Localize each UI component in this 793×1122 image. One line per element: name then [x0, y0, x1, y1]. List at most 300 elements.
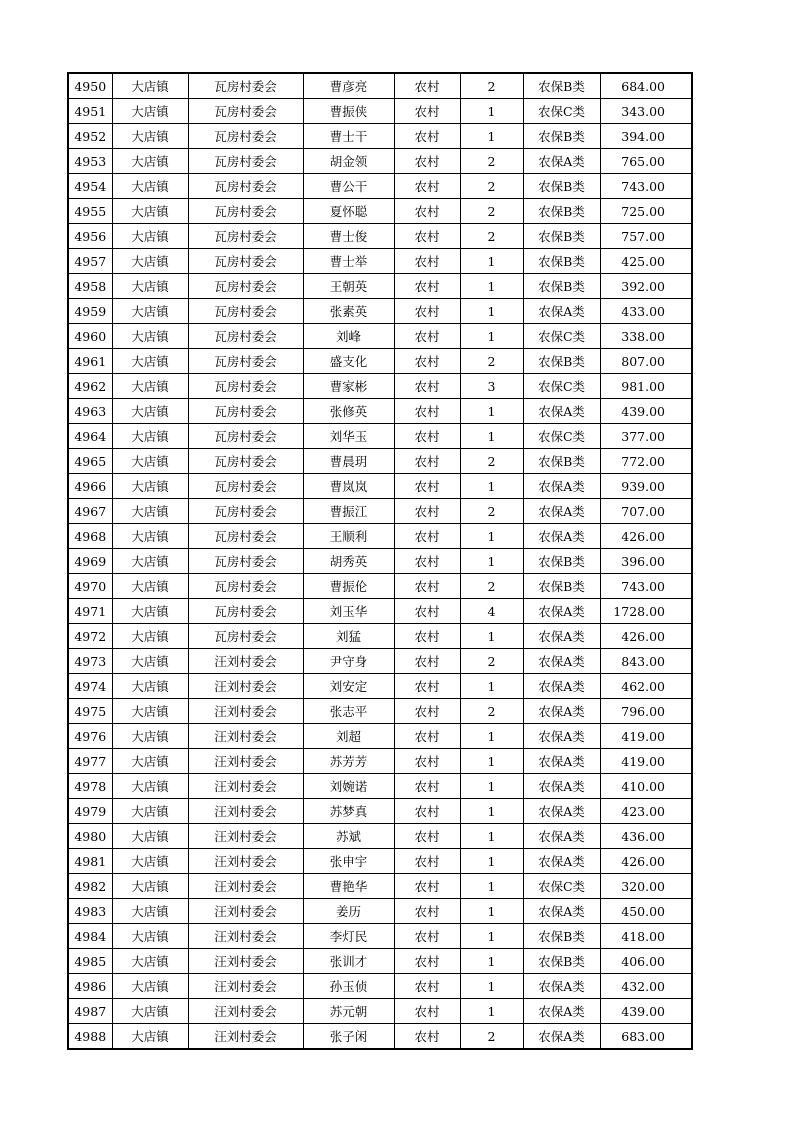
- cell-insurance-class: 农保B类: [523, 574, 600, 599]
- cell-insurance-class: 农保B类: [523, 224, 600, 249]
- cell-town: 大店镇: [112, 224, 188, 249]
- cell-row-number: 4960: [68, 324, 112, 349]
- cell-insurance-class: 农保A类: [523, 149, 600, 174]
- cell-insurance-class: 农保A类: [523, 674, 600, 699]
- cell-name: 尹守身: [303, 649, 394, 674]
- cell-household-size: 1: [460, 474, 523, 499]
- table-row: [68, 924, 692, 949]
- cell-name: 刘猛: [303, 624, 394, 649]
- cell-insurance-class: 农保C类: [523, 874, 600, 899]
- cell-amount: 684.00: [600, 73, 692, 99]
- cell-town: 大店镇: [112, 424, 188, 449]
- table-row: [68, 474, 692, 499]
- cell-name: 张子闲: [303, 1024, 394, 1050]
- cell-village: 瓦房村委会: [188, 99, 303, 124]
- cell-amount: 450.00: [600, 899, 692, 924]
- cell-row-number: 4973: [68, 649, 112, 674]
- cell-village: 瓦房村委会: [188, 624, 303, 649]
- cell-village: 瓦房村委会: [188, 499, 303, 524]
- cell-town: 大店镇: [112, 149, 188, 174]
- cell-name: 张申宇: [303, 849, 394, 874]
- cell-amount: 338.00: [600, 324, 692, 349]
- cell-amount: 418.00: [600, 924, 692, 949]
- cell-town: 大店镇: [112, 249, 188, 274]
- cell-town: 大店镇: [112, 449, 188, 474]
- cell-name: 张修英: [303, 399, 394, 424]
- cell-category: 农村: [394, 73, 460, 99]
- table-row: [68, 699, 692, 724]
- cell-category: 农村: [394, 1024, 460, 1050]
- table-row: [68, 274, 692, 299]
- cell-village: 汪刘村委会: [188, 999, 303, 1024]
- cell-village: 汪刘村委会: [188, 949, 303, 974]
- cell-household-size: 2: [460, 149, 523, 174]
- cell-name: 张志平: [303, 699, 394, 724]
- cell-name: 李灯民: [303, 924, 394, 949]
- cell-name: 曹艳华: [303, 874, 394, 899]
- cell-amount: 343.00: [600, 99, 692, 124]
- table-row: [68, 824, 692, 849]
- cell-village: 汪刘村委会: [188, 774, 303, 799]
- cell-household-size: 1: [460, 674, 523, 699]
- cell-household-size: 3: [460, 374, 523, 399]
- table-row: [68, 99, 692, 124]
- cell-amount: 425.00: [600, 249, 692, 274]
- cell-row-number: 4952: [68, 124, 112, 149]
- cell-amount: 462.00: [600, 674, 692, 699]
- table-row: [68, 999, 692, 1024]
- cell-insurance-class: 农保A类: [523, 499, 600, 524]
- cell-amount: 426.00: [600, 524, 692, 549]
- cell-amount: 394.00: [600, 124, 692, 149]
- cell-row-number: 4975: [68, 699, 112, 724]
- cell-name: 曹晨玥: [303, 449, 394, 474]
- cell-village: 瓦房村委会: [188, 349, 303, 374]
- cell-category: 农村: [394, 199, 460, 224]
- cell-amount: 439.00: [600, 999, 692, 1024]
- cell-insurance-class: 农保A类: [523, 824, 600, 849]
- cell-household-size: 1: [460, 324, 523, 349]
- cell-name: 胡金领: [303, 149, 394, 174]
- cell-name: 曹振伦: [303, 574, 394, 599]
- cell-town: 大店镇: [112, 474, 188, 499]
- cell-amount: 743.00: [600, 174, 692, 199]
- cell-household-size: 1: [460, 774, 523, 799]
- cell-amount: 725.00: [600, 199, 692, 224]
- cell-village: 瓦房村委会: [188, 374, 303, 399]
- cell-amount: 981.00: [600, 374, 692, 399]
- cell-amount: 1728.00: [600, 599, 692, 624]
- cell-category: 农村: [394, 299, 460, 324]
- cell-town: 大店镇: [112, 849, 188, 874]
- cell-insurance-class: 农保B类: [523, 549, 600, 574]
- cell-amount: 423.00: [600, 799, 692, 824]
- cell-row-number: 4988: [68, 1024, 112, 1050]
- cell-village: 瓦房村委会: [188, 199, 303, 224]
- cell-row-number: 4977: [68, 749, 112, 774]
- cell-town: 大店镇: [112, 349, 188, 374]
- table-row: [68, 574, 692, 599]
- cell-name: 张素英: [303, 299, 394, 324]
- table-row: [68, 899, 692, 924]
- cell-row-number: 4965: [68, 449, 112, 474]
- cell-category: 农村: [394, 274, 460, 299]
- cell-row-number: 4957: [68, 249, 112, 274]
- cell-insurance-class: 农保B类: [523, 174, 600, 199]
- cell-town: 大店镇: [112, 324, 188, 349]
- cell-amount: 743.00: [600, 574, 692, 599]
- cell-amount: 419.00: [600, 724, 692, 749]
- cell-village: 汪刘村委会: [188, 824, 303, 849]
- cell-row-number: 4979: [68, 799, 112, 824]
- cell-village: 瓦房村委会: [188, 399, 303, 424]
- cell-category: 农村: [394, 149, 460, 174]
- cell-amount: 432.00: [600, 974, 692, 999]
- cell-category: 农村: [394, 174, 460, 199]
- cell-row-number: 4954: [68, 174, 112, 199]
- cell-amount: 707.00: [600, 499, 692, 524]
- table-row: [68, 849, 692, 874]
- cell-village: 瓦房村委会: [188, 449, 303, 474]
- cell-name: 苏元朝: [303, 999, 394, 1024]
- table-row: [68, 974, 692, 999]
- table-row: [68, 324, 692, 349]
- cell-village: 瓦房村委会: [188, 424, 303, 449]
- cell-insurance-class: 农保A类: [523, 474, 600, 499]
- table-row: [68, 299, 692, 324]
- table-row: [68, 249, 692, 274]
- cell-insurance-class: 农保C类: [523, 374, 600, 399]
- cell-village: 瓦房村委会: [188, 224, 303, 249]
- cell-row-number: 4971: [68, 599, 112, 624]
- cell-household-size: 1: [460, 99, 523, 124]
- cell-category: 农村: [394, 474, 460, 499]
- cell-name: 刘峰: [303, 324, 394, 349]
- cell-village: 瓦房村委会: [188, 474, 303, 499]
- relief-roster-table: [67, 72, 693, 1050]
- table-row: [68, 399, 692, 424]
- cell-amount: 426.00: [600, 849, 692, 874]
- cell-category: 农村: [394, 874, 460, 899]
- table-row: [68, 149, 692, 174]
- cell-row-number: 4972: [68, 624, 112, 649]
- cell-row-number: 4962: [68, 374, 112, 399]
- table-row: [68, 624, 692, 649]
- cell-name: 姜历: [303, 899, 394, 924]
- cell-row-number: 4963: [68, 399, 112, 424]
- cell-category: 农村: [394, 574, 460, 599]
- cell-name: 曹岚岚: [303, 474, 394, 499]
- table-row: [68, 724, 692, 749]
- cell-category: 农村: [394, 774, 460, 799]
- cell-category: 农村: [394, 449, 460, 474]
- table-row: [68, 449, 692, 474]
- cell-amount: 439.00: [600, 399, 692, 424]
- cell-town: 大店镇: [112, 749, 188, 774]
- cell-row-number: 4987: [68, 999, 112, 1024]
- cell-insurance-class: 农保A类: [523, 899, 600, 924]
- cell-category: 农村: [394, 99, 460, 124]
- cell-town: 大店镇: [112, 999, 188, 1024]
- cell-name: 孙玉侦: [303, 974, 394, 999]
- cell-insurance-class: 农保B类: [523, 449, 600, 474]
- cell-amount: 392.00: [600, 274, 692, 299]
- cell-row-number: 4981: [68, 849, 112, 874]
- cell-amount: 765.00: [600, 149, 692, 174]
- document-page: [67, 72, 693, 1050]
- cell-insurance-class: 农保B类: [523, 199, 600, 224]
- cell-town: 大店镇: [112, 649, 188, 674]
- cell-amount: 433.00: [600, 299, 692, 324]
- cell-town: 大店镇: [112, 549, 188, 574]
- cell-category: 农村: [394, 899, 460, 924]
- cell-insurance-class: 农保A类: [523, 774, 600, 799]
- cell-household-size: 2: [460, 449, 523, 474]
- cell-village: 汪刘村委会: [188, 924, 303, 949]
- cell-town: 大店镇: [112, 99, 188, 124]
- cell-row-number: 4966: [68, 474, 112, 499]
- cell-household-size: 1: [460, 624, 523, 649]
- table-row: [68, 799, 692, 824]
- table-row: [68, 424, 692, 449]
- cell-category: 农村: [394, 424, 460, 449]
- cell-row-number: 4959: [68, 299, 112, 324]
- cell-town: 大店镇: [112, 974, 188, 999]
- cell-category: 农村: [394, 124, 460, 149]
- cell-insurance-class: 农保A类: [523, 849, 600, 874]
- cell-village: 瓦房村委会: [188, 149, 303, 174]
- cell-insurance-class: 农保B类: [523, 274, 600, 299]
- cell-insurance-class: 农保A类: [523, 724, 600, 749]
- table-row: [68, 674, 692, 699]
- cell-household-size: 1: [460, 749, 523, 774]
- cell-town: 大店镇: [112, 524, 188, 549]
- cell-category: 农村: [394, 524, 460, 549]
- cell-insurance-class: 农保A类: [523, 974, 600, 999]
- cell-town: 大店镇: [112, 1024, 188, 1050]
- cell-household-size: 2: [460, 224, 523, 249]
- cell-category: 农村: [394, 849, 460, 874]
- cell-household-size: 2: [460, 349, 523, 374]
- cell-household-size: 2: [460, 649, 523, 674]
- cell-category: 农村: [394, 599, 460, 624]
- table-row: [68, 599, 692, 624]
- cell-village: 汪刘村委会: [188, 724, 303, 749]
- cell-insurance-class: 农保B类: [523, 349, 600, 374]
- cell-village: 汪刘村委会: [188, 849, 303, 874]
- cell-household-size: 1: [460, 824, 523, 849]
- cell-category: 农村: [394, 499, 460, 524]
- cell-name: 王朝英: [303, 274, 394, 299]
- cell-name: 曹公干: [303, 174, 394, 199]
- cell-town: 大店镇: [112, 699, 188, 724]
- cell-name: 苏芳芳: [303, 749, 394, 774]
- table-row: [68, 174, 692, 199]
- cell-insurance-class: 农保A类: [523, 749, 600, 774]
- cell-category: 农村: [394, 649, 460, 674]
- cell-amount: 410.00: [600, 774, 692, 799]
- cell-name: 苏斌: [303, 824, 394, 849]
- table-row: [68, 1024, 692, 1050]
- cell-name: 夏怀聪: [303, 199, 394, 224]
- cell-insurance-class: 农保A类: [523, 299, 600, 324]
- cell-village: 汪刘村委会: [188, 799, 303, 824]
- cell-insurance-class: 农保A类: [523, 799, 600, 824]
- cell-household-size: 1: [460, 874, 523, 899]
- table-row: [68, 124, 692, 149]
- cell-insurance-class: 农保A类: [523, 699, 600, 724]
- cell-town: 大店镇: [112, 574, 188, 599]
- cell-village: 瓦房村委会: [188, 124, 303, 149]
- cell-category: 农村: [394, 349, 460, 374]
- table-row: [68, 73, 692, 99]
- cell-amount: 807.00: [600, 349, 692, 374]
- table-row: [68, 774, 692, 799]
- cell-household-size: 1: [460, 849, 523, 874]
- table-row: [68, 949, 692, 974]
- cell-village: 汪刘村委会: [188, 874, 303, 899]
- cell-village: 汪刘村委会: [188, 699, 303, 724]
- cell-household-size: 2: [460, 499, 523, 524]
- cell-household-size: 1: [460, 949, 523, 974]
- cell-category: 农村: [394, 724, 460, 749]
- cell-name: 王顺利: [303, 524, 394, 549]
- cell-row-number: 4951: [68, 99, 112, 124]
- cell-category: 农村: [394, 974, 460, 999]
- table-row: [68, 224, 692, 249]
- cell-amount: 772.00: [600, 449, 692, 474]
- cell-town: 大店镇: [112, 774, 188, 799]
- cell-row-number: 4955: [68, 199, 112, 224]
- cell-town: 大店镇: [112, 899, 188, 924]
- cell-category: 农村: [394, 999, 460, 1024]
- cell-village: 瓦房村委会: [188, 274, 303, 299]
- cell-amount: 419.00: [600, 749, 692, 774]
- cell-insurance-class: 农保A类: [523, 1024, 600, 1050]
- cell-village: 汪刘村委会: [188, 649, 303, 674]
- cell-town: 大店镇: [112, 499, 188, 524]
- cell-amount: 396.00: [600, 549, 692, 574]
- cell-village: 瓦房村委会: [188, 574, 303, 599]
- cell-row-number: 4958: [68, 274, 112, 299]
- cell-name: 曹家彬: [303, 374, 394, 399]
- cell-insurance-class: 农保A类: [523, 999, 600, 1024]
- cell-household-size: 1: [460, 299, 523, 324]
- cell-insurance-class: 农保A类: [523, 624, 600, 649]
- cell-insurance-class: 农保B类: [523, 124, 600, 149]
- table-row: [68, 549, 692, 574]
- cell-row-number: 4950: [68, 73, 112, 99]
- cell-row-number: 4985: [68, 949, 112, 974]
- cell-insurance-class: 农保C类: [523, 99, 600, 124]
- cell-name: 曹振侠: [303, 99, 394, 124]
- table-row: [68, 649, 692, 674]
- cell-town: 大店镇: [112, 374, 188, 399]
- cell-category: 农村: [394, 249, 460, 274]
- cell-insurance-class: 农保C类: [523, 324, 600, 349]
- cell-category: 农村: [394, 749, 460, 774]
- cell-household-size: 1: [460, 524, 523, 549]
- cell-village: 汪刘村委会: [188, 899, 303, 924]
- cell-amount: 436.00: [600, 824, 692, 849]
- cell-town: 大店镇: [112, 299, 188, 324]
- cell-category: 农村: [394, 799, 460, 824]
- cell-village: 瓦房村委会: [188, 549, 303, 574]
- cell-insurance-class: 农保B类: [523, 73, 600, 99]
- cell-town: 大店镇: [112, 799, 188, 824]
- cell-row-number: 4953: [68, 149, 112, 174]
- cell-insurance-class: 农保B类: [523, 249, 600, 274]
- cell-household-size: 1: [460, 999, 523, 1024]
- table-row: [68, 524, 692, 549]
- cell-village: 汪刘村委会: [188, 749, 303, 774]
- cell-household-size: 1: [460, 924, 523, 949]
- cell-household-size: 1: [460, 899, 523, 924]
- cell-insurance-class: 农保A类: [523, 649, 600, 674]
- cell-village: 瓦房村委会: [188, 599, 303, 624]
- cell-village: 瓦房村委会: [188, 73, 303, 99]
- cell-category: 农村: [394, 374, 460, 399]
- cell-name: 刘安定: [303, 674, 394, 699]
- cell-category: 农村: [394, 224, 460, 249]
- cell-name: 盛支化: [303, 349, 394, 374]
- cell-category: 农村: [394, 824, 460, 849]
- cell-town: 大店镇: [112, 599, 188, 624]
- cell-row-number: 4969: [68, 549, 112, 574]
- cell-town: 大店镇: [112, 124, 188, 149]
- cell-household-size: 1: [460, 124, 523, 149]
- cell-row-number: 4978: [68, 774, 112, 799]
- table-row: [68, 499, 692, 524]
- cell-amount: 320.00: [600, 874, 692, 899]
- cell-category: 农村: [394, 549, 460, 574]
- cell-town: 大店镇: [112, 624, 188, 649]
- cell-town: 大店镇: [112, 924, 188, 949]
- cell-town: 大店镇: [112, 174, 188, 199]
- cell-amount: 939.00: [600, 474, 692, 499]
- cell-name: 曹士干: [303, 124, 394, 149]
- cell-household-size: 1: [460, 274, 523, 299]
- cell-insurance-class: 农保C类: [523, 424, 600, 449]
- cell-town: 大店镇: [112, 874, 188, 899]
- cell-name: 刘婉诺: [303, 774, 394, 799]
- cell-name: 张训才: [303, 949, 394, 974]
- table-row: [68, 199, 692, 224]
- cell-category: 农村: [394, 699, 460, 724]
- cell-town: 大店镇: [112, 949, 188, 974]
- cell-insurance-class: 农保A类: [523, 524, 600, 549]
- cell-village: 瓦房村委会: [188, 174, 303, 199]
- cell-amount: 426.00: [600, 624, 692, 649]
- cell-household-size: 2: [460, 699, 523, 724]
- cell-row-number: 4961: [68, 349, 112, 374]
- cell-insurance-class: 农保A类: [523, 599, 600, 624]
- cell-town: 大店镇: [112, 674, 188, 699]
- cell-village: 瓦房村委会: [188, 324, 303, 349]
- cell-name: 曹士俊: [303, 224, 394, 249]
- cell-row-number: 4974: [68, 674, 112, 699]
- cell-village: 瓦房村委会: [188, 249, 303, 274]
- cell-amount: 757.00: [600, 224, 692, 249]
- cell-category: 农村: [394, 924, 460, 949]
- cell-household-size: 2: [460, 73, 523, 99]
- table-row: [68, 349, 692, 374]
- cell-category: 农村: [394, 624, 460, 649]
- cell-row-number: 4970: [68, 574, 112, 599]
- cell-row-number: 4980: [68, 824, 112, 849]
- cell-household-size: 1: [460, 549, 523, 574]
- cell-row-number: 4956: [68, 224, 112, 249]
